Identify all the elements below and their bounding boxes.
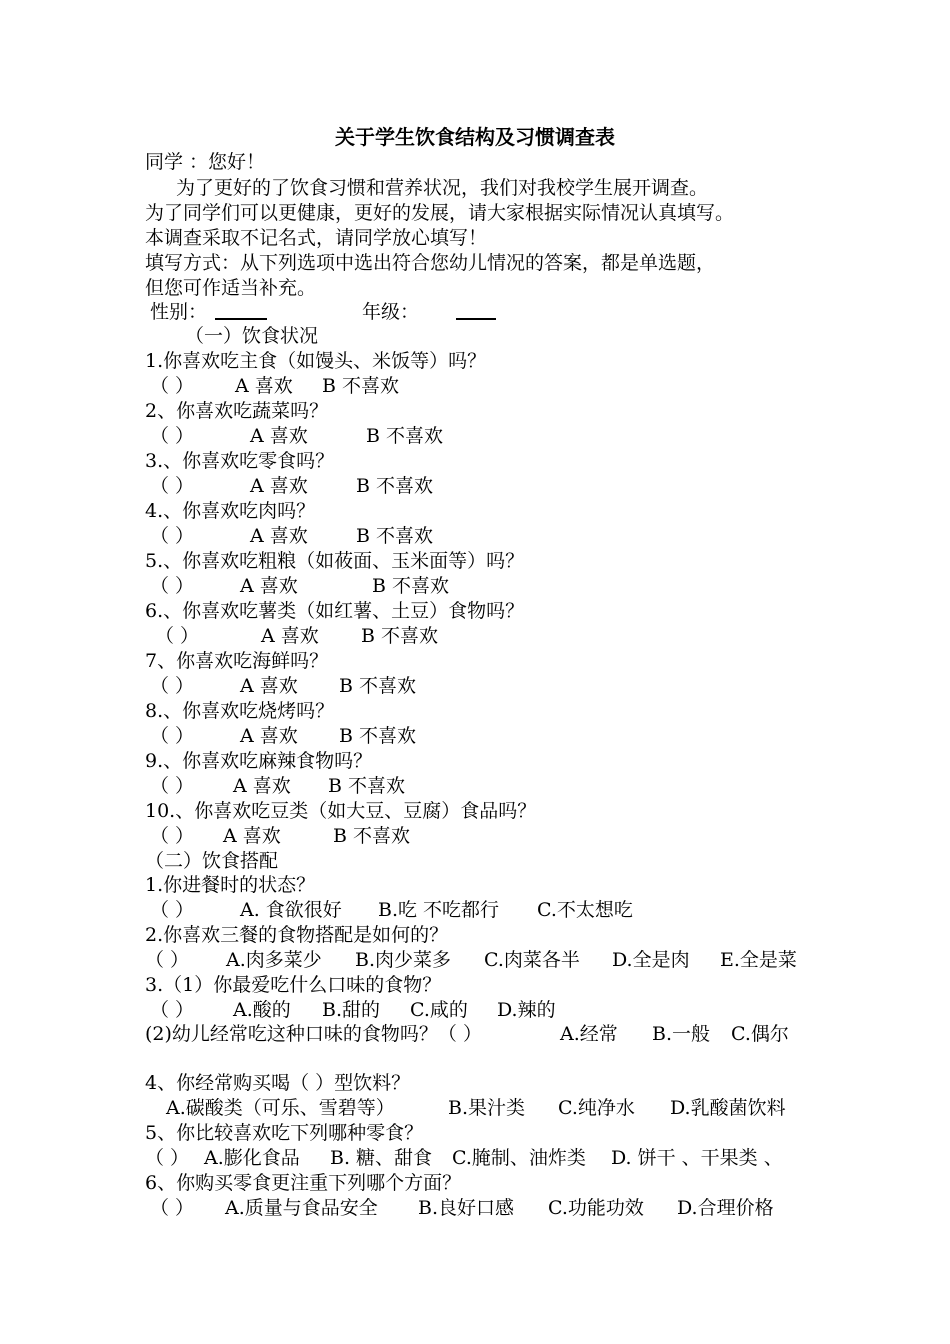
option-b-8[interactable]: B 不喜欢 <box>339 725 417 747</box>
s2-q3-option-d[interactable]: D.辣的 <box>497 999 556 1021</box>
s2-q3b-option-c[interactable]: C.偶尔 <box>731 1023 789 1045</box>
question-7: 7、你喜欢吃海鲜吗？ <box>145 650 329 672</box>
s2-q1-option-a[interactable]: A. 食欲很好 <box>240 899 342 921</box>
s2-q4-option-b[interactable]: B.果汁类 <box>448 1097 526 1119</box>
option-a-6[interactable]: A 喜欢 <box>261 625 319 647</box>
question-8: 8.、你喜欢吃烧烤吗？ <box>145 700 335 722</box>
intro-line-3: 本调查采取不记名式，请同学放心填写！ <box>145 227 488 249</box>
s2-q5-option-d[interactable]: D. 饼干 、干果类 、 <box>611 1147 783 1169</box>
option-b-3[interactable]: B 不喜欢 <box>356 475 434 497</box>
page-title: 关于学生饮食结构及习惯调查表 <box>335 125 615 149</box>
s2-q3b-option-a[interactable]: A.经常 <box>560 1023 618 1045</box>
question-2: 2、你喜欢吃蔬菜吗？ <box>145 400 329 422</box>
s2-q6-option-b[interactable]: B.良好口感 <box>418 1197 515 1219</box>
option-b-7[interactable]: B 不喜欢 <box>339 675 417 697</box>
s2-q1-option-b[interactable]: B.吃 不吃都行 <box>378 899 500 921</box>
option-b-1[interactable]: B 不喜欢 <box>322 375 400 397</box>
option-a-3[interactable]: A 喜欢 <box>250 475 308 497</box>
option-a-8[interactable]: A 喜欢 <box>240 725 298 747</box>
intro-line-4: 填写方式：从下列选项中选出符合您幼儿情况的答案，都是单选题， <box>145 252 716 274</box>
option-b-9[interactable]: B 不喜欢 <box>328 775 406 797</box>
s2-question-3: 3.（1）你最爱吃什么口味的食物？ <box>145 974 442 996</box>
answer-paren-3[interactable]: （ ） <box>150 475 195 497</box>
s2-question-6: 6、你购买零食更注重下列哪个方面？ <box>145 1172 462 1194</box>
answer-paren-8[interactable]: （ ） <box>150 725 195 747</box>
s2-q2-option-e[interactable]: E.全是菜 <box>720 949 797 971</box>
option-b-2[interactable]: B 不喜欢 <box>366 425 444 447</box>
answer-paren-2[interactable]: （ ） <box>150 425 195 447</box>
s2-q6-option-c[interactable]: C.功能功效 <box>548 1197 644 1219</box>
s2-q4-option-c[interactable]: C.纯净水 <box>558 1097 635 1119</box>
s2-question-5: 5、你比较喜欢吃下列哪种零食？ <box>145 1122 424 1144</box>
option-a-2[interactable]: A 喜欢 <box>250 425 308 447</box>
s2-q4-option-a[interactable]: A.碳酸类（可乐、雪碧等） <box>166 1097 395 1119</box>
question-5: 5.、你喜欢吃粗粮（如莜面、玉米面等）吗？ <box>145 550 525 572</box>
s2-question-1: 1.你进餐时的状态？ <box>145 874 316 896</box>
option-a-1[interactable]: A 喜欢 <box>235 375 293 397</box>
option-b-4[interactable]: B 不喜欢 <box>356 525 434 547</box>
gender-label: 性别： <box>150 301 208 323</box>
s2-answer-paren-6[interactable]: （ ） <box>150 1197 195 1219</box>
answer-paren-7[interactable]: （ ） <box>150 675 195 697</box>
s2-q3-option-b[interactable]: B.甜的 <box>322 999 381 1021</box>
answer-paren-4[interactable]: （ ） <box>150 525 195 547</box>
option-a-9[interactable]: A 喜欢 <box>233 775 291 797</box>
question-6: 6.、你喜欢吃薯类（如红薯、土豆）食物吗？ <box>145 600 525 622</box>
s2-question-4: 4、你经常购买喝（ ）型饮料？ <box>145 1072 411 1094</box>
section-title-2: （二）饮食搭配 <box>145 850 279 872</box>
answer-paren-1[interactable]: （ ） <box>150 375 195 397</box>
question-10: 10.、你喜欢吃豆类（如大豆、豆腐）食品吗？ <box>145 800 537 822</box>
s2-q6-option-d[interactable]: D.合理价格 <box>677 1197 774 1219</box>
answer-paren-9[interactable]: （ ） <box>150 775 195 797</box>
option-a-5[interactable]: A 喜欢 <box>240 575 298 597</box>
grade-blank[interactable] <box>456 300 496 320</box>
greeting: 同学 ：您好！ <box>145 151 266 173</box>
question-1: 1.你喜欢吃主食（如馒头、米饭等）吗？ <box>145 350 487 372</box>
intro-line-1: 为了更好的了饮食习惯和营养状况，我们对我校学生展开调查。 <box>176 177 709 199</box>
s2-answer-paren-1[interactable]: （ ） <box>150 899 195 921</box>
option-a-10[interactable]: A 喜欢 <box>223 825 281 847</box>
s2-q2-option-c[interactable]: C.肉菜各半 <box>484 949 580 971</box>
question-9: 9.、你喜欢吃麻辣食物吗？ <box>145 750 373 772</box>
question-3: 3.、你喜欢吃零食吗？ <box>145 450 335 472</box>
intro-line-2: 为了同学们可以更健康，更好的发展，请大家根据实际情况认真填写。 <box>145 202 735 224</box>
question-4: 4.、你喜欢吃肉吗？ <box>145 500 316 522</box>
s2-question-2: 2.你喜欢三餐的食物搭配是如何的？ <box>145 924 449 946</box>
option-b-5[interactable]: B 不喜欢 <box>372 575 450 597</box>
gender-blank[interactable] <box>215 300 267 320</box>
intro-line-5: 但您可作适当补充。 <box>145 277 317 299</box>
option-a-4[interactable]: A 喜欢 <box>250 525 308 547</box>
s2-q6-option-a[interactable]: A.质量与食品安全 <box>225 1197 378 1219</box>
s2-answer-paren-3[interactable]: （ ） <box>150 999 195 1021</box>
s2-q2-option-a[interactable]: A.肉多菜少 <box>226 949 322 971</box>
option-a-7[interactable]: A 喜欢 <box>240 675 298 697</box>
s2-q2-option-b[interactable]: B.肉少菜多 <box>355 949 452 971</box>
answer-paren-5[interactable]: （ ） <box>150 575 195 597</box>
s2-q4-option-d[interactable]: D.乳酸菌饮料 <box>670 1097 786 1119</box>
option-b-10[interactable]: B 不喜欢 <box>333 825 411 847</box>
s2-answer-paren-2[interactable]: （ ） <box>145 949 190 971</box>
s2-answer-paren-5[interactable]: （ ） <box>145 1147 190 1169</box>
s2-q3b-option-b[interactable]: B.一般 <box>652 1023 711 1045</box>
s2-q1-option-c[interactable]: C.不太想吃 <box>537 899 633 921</box>
s2-q5-option-b[interactable]: B. 糖、甜食 <box>330 1147 433 1169</box>
s2-q5-option-a[interactable]: A.膨化食品 <box>204 1147 300 1169</box>
section-title-1: （一）饮食状况 <box>185 325 319 347</box>
option-b-6[interactable]: B 不喜欢 <box>361 625 439 647</box>
s2-q2-option-d[interactable]: D.全是肉 <box>612 949 690 971</box>
s2-q3-option-a[interactable]: A.酸的 <box>233 999 291 1021</box>
s2-question-3b: (2)幼儿经常吃这种口味的食物吗？（ ） <box>145 1023 482 1045</box>
s2-q5-option-c[interactable]: C.腌制、油炸类 <box>452 1147 586 1169</box>
answer-paren-10[interactable]: （ ） <box>150 825 195 847</box>
answer-paren-6[interactable]: （ ） <box>155 625 200 647</box>
grade-label: 年级： <box>362 301 420 323</box>
s2-q3-option-c[interactable]: C.咸的 <box>410 999 468 1021</box>
